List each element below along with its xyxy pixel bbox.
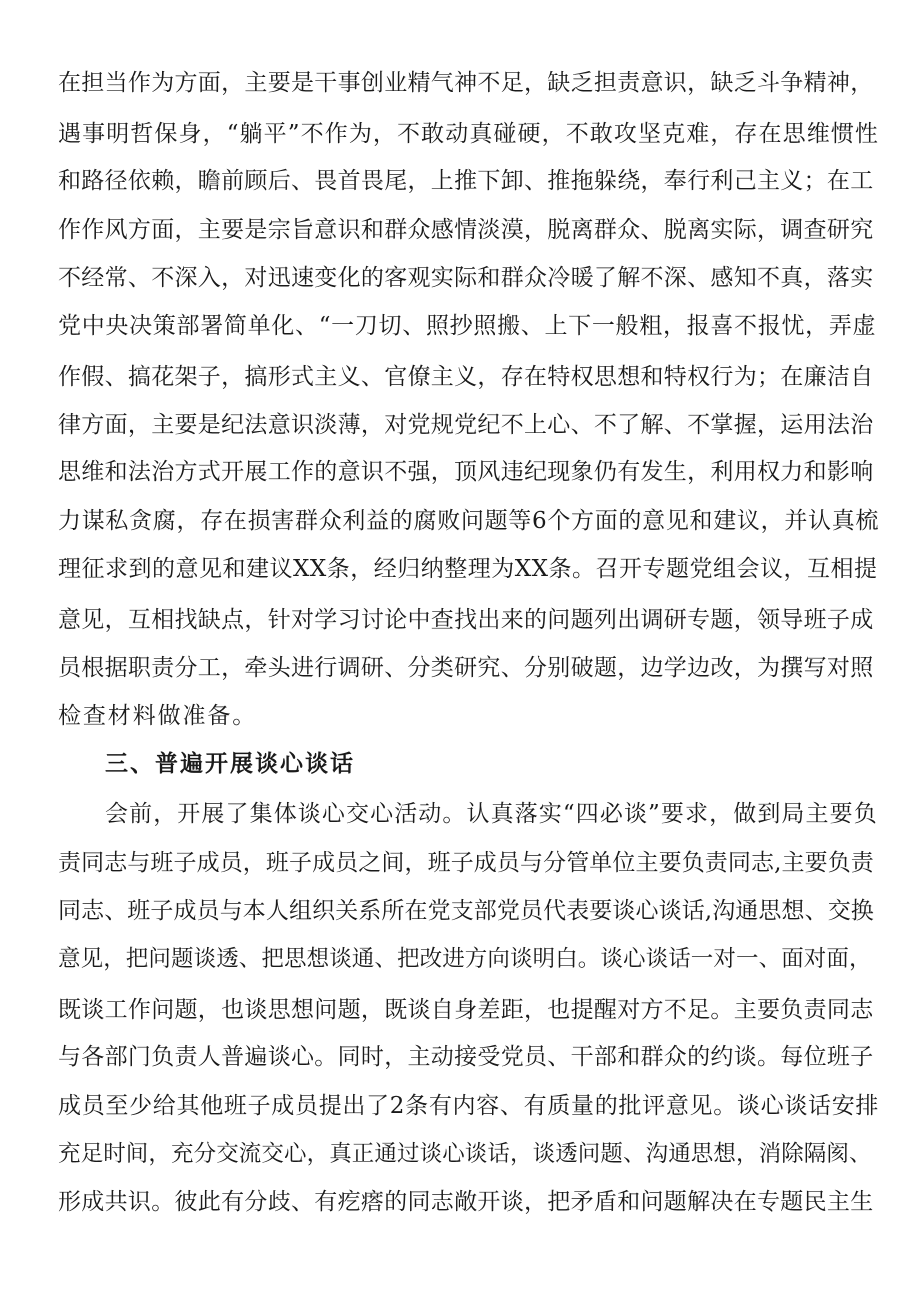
body-text-line: 律方面，主要是纪法意识淡薄，对党规党纪不上心、不了解、不掌握，运用法治 <box>58 412 874 438</box>
body-text-line: 形成共识。彼此有分歧、有疙瘩的同志敞开谈，把矛盾和问题解决在专题民主生 <box>58 1189 874 1215</box>
body-text-line: 作假、搞花架子，搞形式主义、官僚主义，存在特权思想和特权行为；在廉洁自 <box>58 364 874 390</box>
body-text-line: 既谈工作问题，也谈思想问题，既谈自身差距，也提醒对方不足。主要负责同志 <box>58 997 874 1023</box>
body-text-line: 会前，开展了集体谈心交心活动。认真落实“四必谈”要求，做到局主要负 <box>105 801 878 827</box>
body-text-line: 意见，把问题谈透、把思想谈通、把改进方向谈明白。谈心谈话一对一、面对面， <box>58 946 872 972</box>
body-text-line: 思维和法治方式开展工作的意识不强，顶风违纪现象仍有发生，利用权力和影响 <box>58 459 874 485</box>
body-text-line: 遇事明哲保身，“躺平”不作为，不敢动真碰硬，不敢攻坚克难，存在思维惯性 <box>58 121 880 147</box>
body-text-line: 责同志与班子成员，班子成员之间，班子成员与分管单位主要负责同志,主要负责 <box>58 850 874 876</box>
body-text-line: 党中央决策部署简单化、“一刀切、照抄照搬、上下一般粗，报喜不报忧，弄虚 <box>58 313 877 339</box>
body-text-line: 成员至少给其他班子成员提出了2条有内容、有质量的批评意见。谈心谈话安排 <box>58 1093 880 1119</box>
body-text-line: 与各部门负责人普遍谈心。同时，主动接受党员、干部和群众的约谈。每位班子 <box>58 1044 874 1070</box>
body-text-line: 同志、班子成员与本人组织关系所在党支部党员代表要谈心谈话,沟通思想、交换 <box>58 898 874 924</box>
section-heading: 三、普遍开展谈心谈话 <box>105 751 355 777</box>
body-text-line: 力谋私贪腐，存在损害群众利益的腐败问题等6个方面的意见和建议，并认真梳 <box>58 508 880 534</box>
body-text-line: 员根据职责分工，牵头进行调研、分类研究、分别破题，边学边改，为撰写对照 <box>58 655 874 681</box>
body-text-line: 理征求到的意见和建议XX条，经归纳整理为XX条。召开专题党组会议，互相提 <box>58 556 878 582</box>
body-text-line: 充足时间，充分交流交心，真正通过谈心谈话，谈透问题、沟通思想，消除隔阂、 <box>58 1141 872 1167</box>
body-text-line: 检查材料做准备。 <box>58 703 258 729</box>
body-text-line: 不经常、不深入，对迅速变化的客观实际和群众冷暖了解不深、感知不真，落实 <box>58 265 874 291</box>
body-text-line: 和路径依赖，瞻前顾后、畏首畏尾，上推下卸、推拖躲绕，奉行利己主义；在工 <box>58 168 874 194</box>
body-text-line: 意见，互相找缺点，针对学习讨论中查找出来的问题列出调研专题，领导班子成 <box>58 607 874 633</box>
body-text-line: 在担当作为方面，主要是干事创业精气神不足，缺乏担责意识，缺乏斗争精神， <box>58 70 874 96</box>
body-text-line: 作作风方面，主要是宗旨意识和群众感情淡漠，脱离群众、脱离实际，调查研究 <box>58 217 874 243</box>
